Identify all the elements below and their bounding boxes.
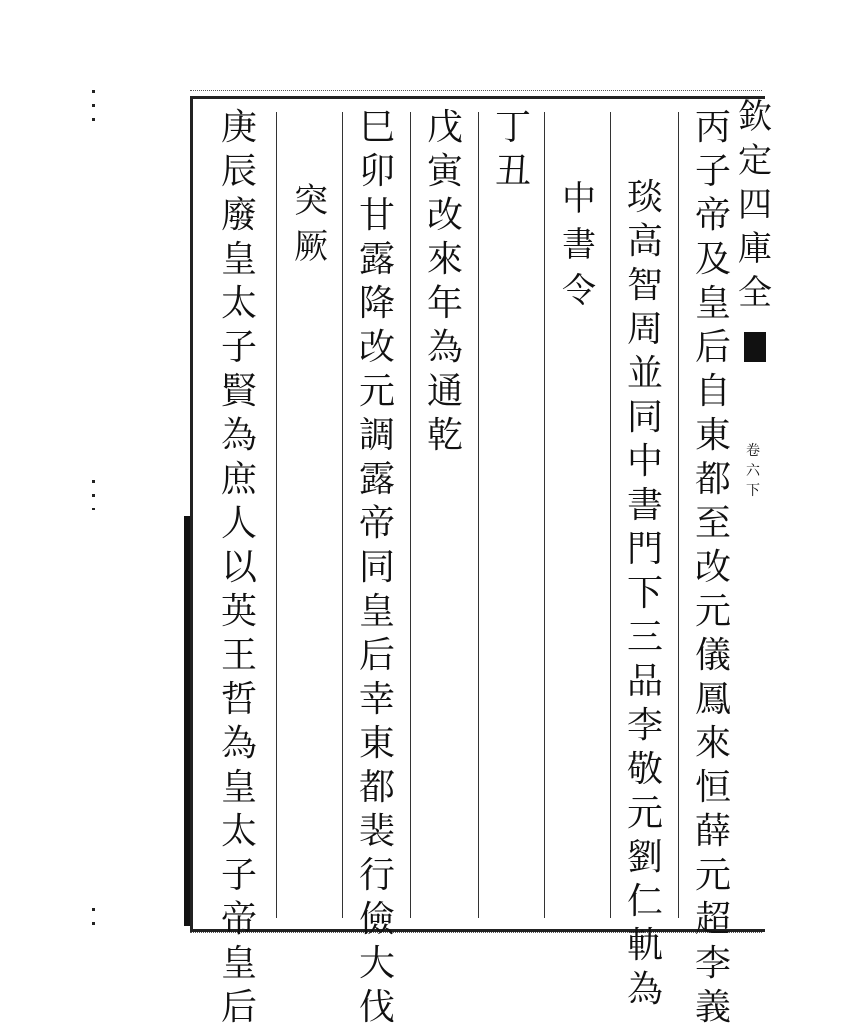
scan-speck xyxy=(92,908,95,928)
character: 令 xyxy=(562,271,596,311)
text-column-6 xyxy=(348,107,406,1034)
text-column-4 xyxy=(484,107,542,198)
character: 超 xyxy=(694,899,731,940)
character: 皇 xyxy=(694,283,731,324)
character: 厥 xyxy=(294,227,328,267)
margin-title-char: 庫 xyxy=(738,229,772,269)
character: 甘 xyxy=(358,195,395,236)
column-rule xyxy=(410,112,411,918)
character: 露 xyxy=(358,239,395,280)
column-rule xyxy=(544,112,545,918)
character: 賢 xyxy=(220,371,257,412)
character: 東 xyxy=(694,415,731,456)
character: 琰 xyxy=(626,177,663,218)
frame-bottom-border-noise xyxy=(190,928,762,933)
text-column-3 xyxy=(550,179,608,320)
character: 品 xyxy=(626,661,663,702)
character: 同 xyxy=(358,547,395,588)
character: 戊 xyxy=(426,107,463,148)
character: 降 xyxy=(358,283,395,324)
character: 人 xyxy=(220,503,257,544)
character: 丁 xyxy=(494,107,531,148)
character: 哲 xyxy=(220,679,257,720)
character: 智 xyxy=(626,265,663,306)
character: 帝 xyxy=(358,503,395,544)
margin-title-char: 定 xyxy=(738,141,772,181)
margin-title-char: 四 xyxy=(738,185,772,225)
character: 丙 xyxy=(694,107,731,148)
character: 三 xyxy=(626,617,663,658)
scan-speck xyxy=(92,480,95,510)
character: 乾 xyxy=(426,415,463,456)
margin-title xyxy=(738,97,772,320)
character: 帝 xyxy=(694,195,731,236)
character: 皇 xyxy=(220,767,257,808)
character: 李 xyxy=(626,705,663,746)
character: 英 xyxy=(220,591,257,632)
character: 都 xyxy=(694,459,731,500)
character: 伐 xyxy=(358,987,395,1028)
character: 儉 xyxy=(358,899,395,940)
character: 為 xyxy=(220,723,257,764)
text-column-5 xyxy=(416,107,474,462)
character: 元 xyxy=(694,591,731,632)
character: 薛 xyxy=(694,811,731,852)
character: 東 xyxy=(358,723,395,764)
character: 皇 xyxy=(220,943,257,984)
character: 皇 xyxy=(358,591,395,632)
character: 皇 xyxy=(220,239,257,280)
fascicle-char: 卷 xyxy=(746,443,760,459)
text-column-1 xyxy=(684,107,742,1034)
character: 並 xyxy=(626,353,663,394)
character: 露 xyxy=(358,459,395,500)
character: 巳 xyxy=(358,107,395,148)
character: 為 xyxy=(220,415,257,456)
character: 太 xyxy=(220,811,257,852)
character: 書 xyxy=(562,225,596,265)
character: 中 xyxy=(626,441,663,482)
character: 子 xyxy=(220,855,257,896)
character: 帝 xyxy=(220,899,257,940)
character: 為 xyxy=(426,327,463,368)
character: 敬 xyxy=(626,749,663,790)
character: 改 xyxy=(426,195,463,236)
margin-title-char: 欽 xyxy=(738,97,772,137)
character: 為 xyxy=(626,969,663,1010)
character: 調 xyxy=(358,415,395,456)
character: 義 xyxy=(694,987,731,1028)
binding-edge-mark xyxy=(184,516,190,926)
character: 元 xyxy=(626,793,663,834)
character: 行 xyxy=(358,855,395,896)
character: 改 xyxy=(358,327,395,368)
character: 后 xyxy=(220,987,257,1028)
character: 裴 xyxy=(358,811,395,852)
character: 廢 xyxy=(220,195,257,236)
scan-speck xyxy=(92,90,95,130)
column-rule xyxy=(478,112,479,918)
character: 通 xyxy=(426,371,463,412)
character: 自 xyxy=(694,371,731,412)
character: 突 xyxy=(294,181,328,221)
column-rule xyxy=(276,112,277,918)
character: 書 xyxy=(626,485,663,526)
character: 太 xyxy=(220,283,257,324)
column-rule xyxy=(610,112,611,918)
character: 來 xyxy=(694,723,731,764)
character: 后 xyxy=(358,635,395,676)
character: 同 xyxy=(626,397,663,438)
character: 子 xyxy=(694,151,731,192)
character: 卯 xyxy=(358,151,395,192)
column-rule xyxy=(342,112,343,918)
text-column-7 xyxy=(282,181,340,276)
character: 鳳 xyxy=(694,679,731,720)
character: 恒 xyxy=(694,767,731,808)
character: 改 xyxy=(694,547,731,588)
character: 來 xyxy=(426,239,463,280)
character: 后 xyxy=(694,327,731,368)
column-rule xyxy=(678,112,679,918)
character: 寅 xyxy=(426,151,463,192)
text-column-8 xyxy=(210,107,268,1034)
character: 辰 xyxy=(220,151,257,192)
character: 門 xyxy=(626,529,663,570)
character: 周 xyxy=(626,309,663,350)
character: 儀 xyxy=(694,635,731,676)
character: 中 xyxy=(562,179,596,219)
frame-top-border-noise xyxy=(190,90,762,95)
character: 子 xyxy=(220,327,257,368)
character: 庚 xyxy=(220,107,257,148)
character: 仁 xyxy=(626,881,663,922)
character: 丑 xyxy=(494,151,531,192)
fishtail-mark xyxy=(744,332,766,362)
margin-title-char: 全 xyxy=(738,273,772,313)
text-column-2 xyxy=(616,177,674,1016)
character: 都 xyxy=(358,767,395,808)
character: 元 xyxy=(358,371,395,412)
fascicle-label xyxy=(746,444,760,504)
character: 李 xyxy=(694,943,731,984)
character: 幸 xyxy=(358,679,395,720)
character: 王 xyxy=(220,635,257,676)
fascicle-char: 六 xyxy=(746,463,760,479)
character: 元 xyxy=(694,855,731,896)
character: 至 xyxy=(694,503,731,544)
character: 高 xyxy=(626,221,663,262)
character: 劉 xyxy=(626,837,663,878)
character: 年 xyxy=(426,283,463,324)
character: 庶 xyxy=(220,459,257,500)
character: 以 xyxy=(220,547,257,588)
character: 下 xyxy=(626,573,663,614)
character: 及 xyxy=(694,239,731,280)
fascicle-char: 下 xyxy=(746,483,760,499)
character: 軌 xyxy=(626,925,663,966)
character: 大 xyxy=(358,943,395,984)
